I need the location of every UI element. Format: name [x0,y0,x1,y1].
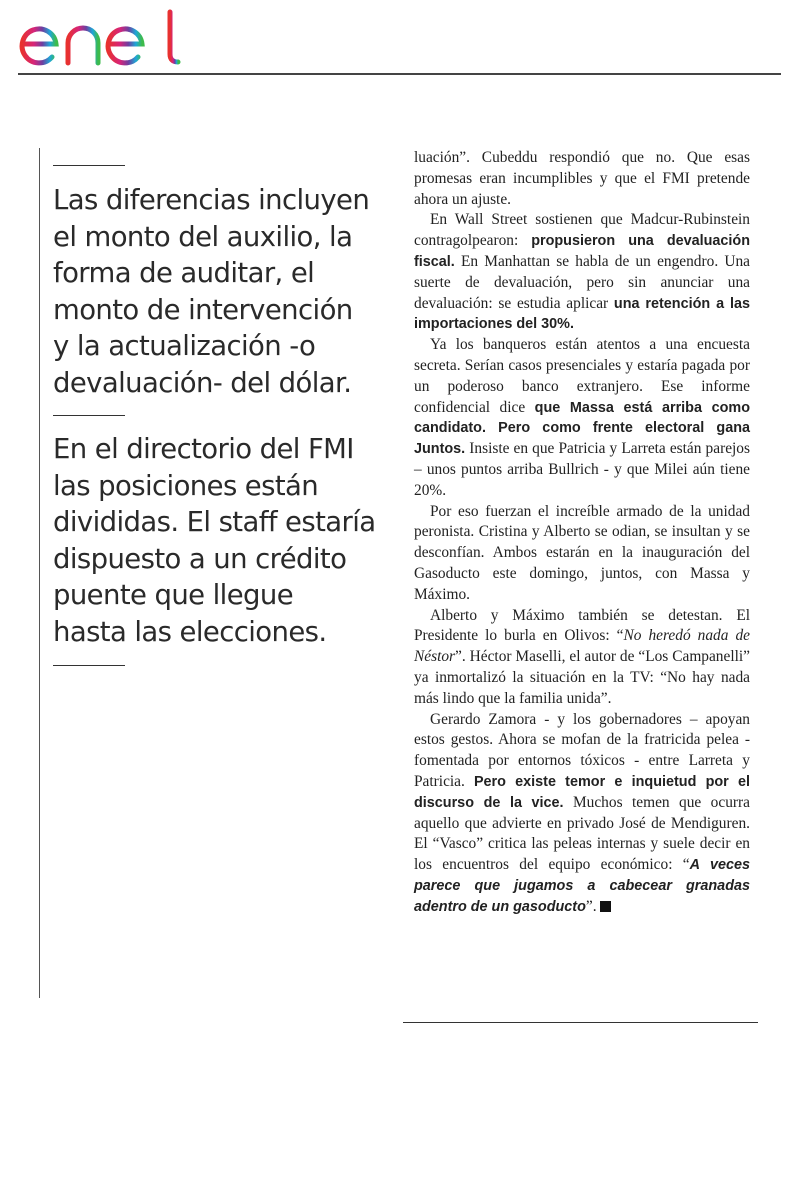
text-run: ”. [585,897,597,915]
pull-quote-rule [53,665,125,666]
text-run: Muchos temen que ocurra aquello que advierte en privado José de Mendiguren. El “Vasco” critica las peleas internas y suele decir en los encuentros del equipo económico: “ [414,793,750,874]
text-run: Insiste en que Patricia y Larreta están parejos – unos puntos arriba Bullrich - y que Milei aún tiene 20%. [414,440,750,499]
pull-quote-line: En el directorio del FMI [53,433,354,465]
bold-run: una retención a las importaciones del 30%. [414,295,750,333]
paragraph [414,710,750,918]
pull-quote-2 [53,431,388,650]
italic-run: No heredó nada de Néstor [414,627,750,666]
paragraph [414,210,750,335]
text-run: ”. Héctor Maselli, el autor de “Los Campanelli” ya inmortalizó la situación en la TV: “No hay nada más lindo que la familia unida”. [414,648,750,707]
paragraph [414,502,750,606]
article-end-rule [403,1022,758,1023]
text-run: Alberto y Máximo también se detestan. El Presidente lo burla en Olivos: “ [414,606,750,645]
pull-quote-line: dispuesto a un crédito [53,542,347,575]
pull-quote-rule [53,415,125,416]
pull-quote-line: hasta las elecciones. [53,615,327,648]
pull-quote-line: el monto del auxilio, la [53,220,353,253]
text-run: Ya los banqueros están atentos a una encuesta secreta. Serían casos presenciales y estaría pagada por un poderoso banco extranjero. Ese informe confidencial dice [414,336,750,416]
pull-quote-line: puente que llegue [53,579,294,611]
end-mark-icon [600,901,611,912]
text-run: Por eso fuerzan el increíble armado de la unidad peronista. Cristina y Alberto se odian, se insultan y se desconfían. Ambos estarán en la inauguración del Gasoducto este domingo, juntos, con Massa y Máximo. [414,502,750,603]
text-run: luación”. Cubeddu respondió que no. Que esas promesas eran incumplibles y que el FMI pretende ahora un ajuste. [414,149,750,208]
pull-quote-1 [53,182,388,401]
bold-italic-run: A veces parece que jugamos a cabecear granadas adentro de un gasoducto [414,857,751,915]
paragraph [414,148,750,210]
paragraph [414,335,750,501]
pull-quote-line: divididas. El staff estaría [53,506,376,538]
column-divider [39,148,40,998]
pull-quote-line: las posiciones están [53,469,319,502]
pull-quote-line: y la actualización -o [53,330,316,362]
pull-quote-line: devaluación- del dólar. [53,366,352,399]
bold-run: que Massa está arriba como candidato. Pero como frente electoral gana Juntos. [414,399,750,458]
pull-quote-line: monto de intervención [53,293,353,326]
enel-logo [18,6,188,68]
paragraph [414,606,750,710]
text-run: En Manhattan se habla de un engendro. Una suerte de devaluación, pero sin anunciar una devaluación: se estudia aplicar [414,252,750,312]
text-run: En Wall Street sostienen que Madcur-Rubinstein contragolpearon: [414,211,750,250]
text-run: Gerardo Zamora - y los gobernadores – apoyan estos gestos. Ahora se mofan de la fratricida pelea -fomentada por entornos tóxicos - entre Larreta y Patricia. [414,710,750,790]
pull-quote-line: forma de auditar, el [53,257,315,289]
bold-run: Pero existe temor e inquietud por el discurso de la vice. [414,773,751,811]
header-rule [18,73,781,75]
pull-quote-line: Las diferencias incluyen [53,184,370,216]
bold-run: propusieron una devaluación fiscal. [414,233,751,270]
article-body [414,148,750,917]
pull-quote-rule [53,165,125,166]
